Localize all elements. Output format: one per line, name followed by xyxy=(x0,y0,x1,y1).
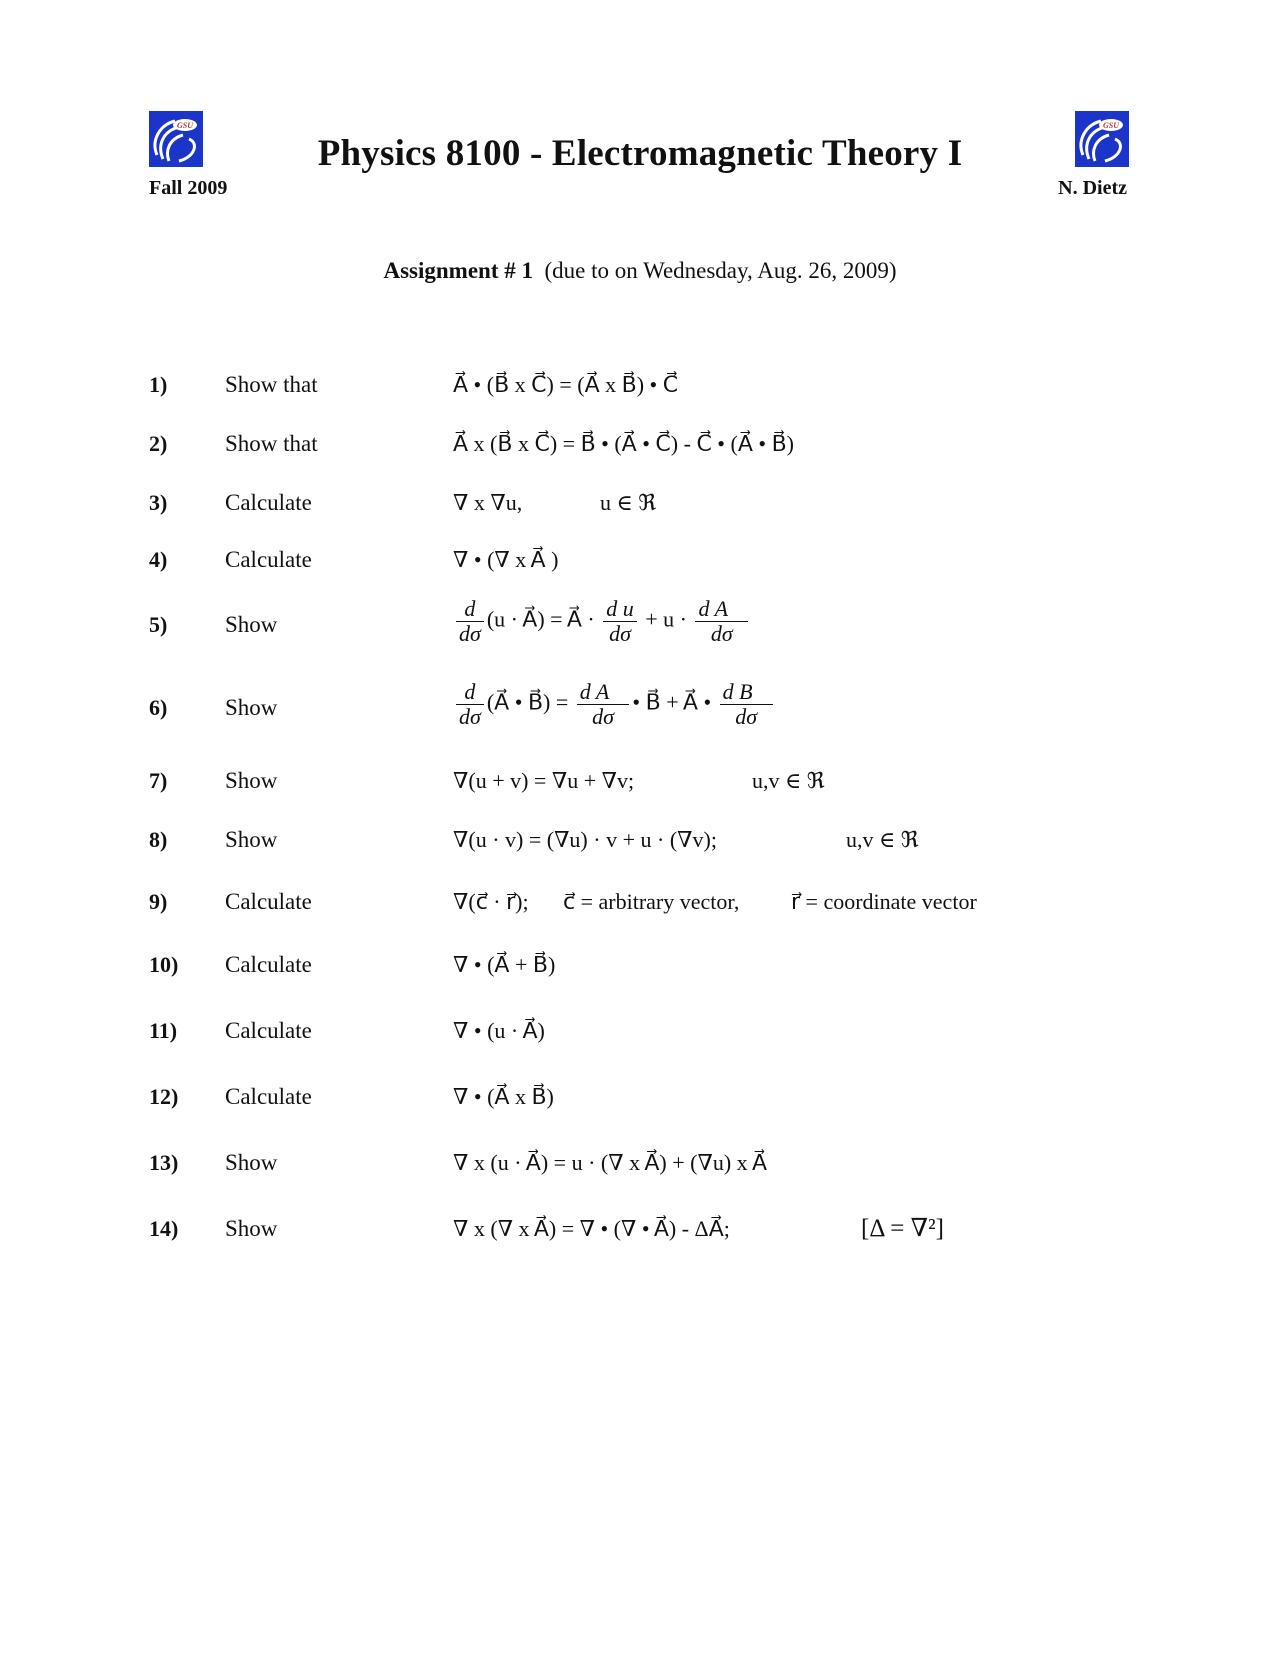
derivative-fraction: $\frac{\text{d B⃗}}{d\sigma}$ xyxy=(720,680,773,729)
problem-expression: ∇ x (∇ x A⃗) = ∇ • (∇ • A⃗) - ΔA⃗; xyxy=(453,1216,730,1241)
problem-number: 10) xyxy=(149,952,179,977)
problem-number: 9) xyxy=(149,889,168,914)
problem-number: 2) xyxy=(149,431,168,456)
problem-expression: A⃗ x (B⃗ x C⃗) = B⃗ • (A⃗ • C⃗) - C⃗ • (A⃗ • B⃗) xyxy=(453,431,795,456)
problem-task: Show xyxy=(225,612,278,637)
problem-task: Show that xyxy=(225,431,318,456)
problem-expression: ∇ x (u · A⃗) = u · (∇ x A⃗) + (∇u) x A⃗ xyxy=(453,1150,768,1175)
problem-number: 3) xyxy=(149,490,168,515)
problem-task: Calculate xyxy=(225,952,312,977)
author-label: N. Dietz xyxy=(1058,177,1127,199)
problem-expression: $\frac{d}{d\sigma}$ (A⃗ • B⃗) = $\frac{\text{d A⃗}}{d\sigma}$ • B⃗ + A⃗ • $\frac{\text{d B⃗}}{d\sigma}$ xyxy=(453,680,776,729)
derivative-fraction: $\frac{d}{d\sigma}$ xyxy=(456,680,484,729)
problem-task: Show xyxy=(225,1150,278,1175)
problem-expression: ∇(c⃗ · r⃗); xyxy=(453,889,529,914)
problem-task: Calculate xyxy=(225,1084,312,1109)
problem-task: Show xyxy=(225,827,278,852)
derivative-fraction: $\frac{d}{d\sigma}$ xyxy=(456,597,484,646)
problem-number: 14) xyxy=(149,1216,179,1241)
problem-condition: u,v ∈ ℜ xyxy=(752,768,825,793)
problem-task: Show that xyxy=(225,372,318,397)
problem-expression: A⃗ • (B⃗ x C⃗) = (A⃗ x B⃗) • C⃗ xyxy=(453,372,679,397)
problem-task: Calculate xyxy=(225,889,312,914)
assignment-due: (due to on Wednesday, Aug. 26, 2009) xyxy=(544,258,897,283)
svg-text:GSU: GSU xyxy=(1102,121,1120,130)
problem-task: Show xyxy=(225,1216,278,1241)
problem-expression: $\frac{d}{d\sigma}$ (u · A⃗) = A⃗ · $\frac{\text{d u}}{d\sigma}$ + u · $\frac{\text{d A⃗}}{d\sigma}$ xyxy=(453,597,751,646)
derivative-fraction: $\frac{\text{d A⃗}}{d\sigma}$ xyxy=(577,680,630,729)
problem-task: Calculate xyxy=(225,490,312,515)
problem-expression: ∇ • (A⃗ + B⃗) xyxy=(453,952,556,977)
problem-task: Show xyxy=(225,695,278,720)
problem-number: 8) xyxy=(149,827,168,852)
problem-task: Show xyxy=(225,768,278,793)
problem-number: 4) xyxy=(149,547,168,572)
problem-number: 5) xyxy=(149,612,168,637)
problem-expression: ∇ x ∇u, xyxy=(453,490,523,515)
problem-condition: [Δ = ∇²] xyxy=(861,1215,944,1242)
problem-condition: c⃗ = arbitrary vector, xyxy=(563,889,740,914)
problem-number: 7) xyxy=(149,768,168,793)
problem-expression: ∇(u · v) = (∇u) · v + u · (∇v); xyxy=(453,827,717,852)
problem-number: 6) xyxy=(149,695,168,720)
problem-condition: u,v ∈ ℜ xyxy=(846,827,919,852)
problem-expression: ∇ • (∇ x A⃗ ) xyxy=(453,547,559,572)
problem-number: 12) xyxy=(149,1084,179,1109)
assignment-heading xyxy=(0,258,1280,284)
svg-text:GSU: GSU xyxy=(176,121,194,130)
problem-condition: u ∈ ℜ xyxy=(600,490,657,515)
problem-number: 11) xyxy=(149,1018,178,1043)
problem-condition: r⃗ = coordinate vector xyxy=(791,889,977,914)
assignment-label: Assignment # 1 xyxy=(383,258,533,283)
derivative-fraction: $\frac{\text{d u}}{d\sigma}$ xyxy=(603,597,637,646)
problem-expression: ∇ • (A⃗ x B⃗) xyxy=(453,1084,554,1109)
course-title: Physics 8100 - Electromagnetic Theory I xyxy=(317,133,963,174)
problem-task: Calculate xyxy=(225,1018,312,1043)
term-label: Fall 2009 xyxy=(149,177,228,199)
problem-expression: ∇ • (u · A⃗) xyxy=(453,1018,545,1043)
problem-task: Calculate xyxy=(225,547,312,572)
problem-expression: ∇(u + v) = ∇u + ∇v; xyxy=(453,768,635,793)
problem-number: 13) xyxy=(149,1150,179,1175)
derivative-fraction: $\frac{\text{d A⃗}}{d\sigma}$ xyxy=(695,597,748,646)
problem-number: 1) xyxy=(149,372,168,397)
